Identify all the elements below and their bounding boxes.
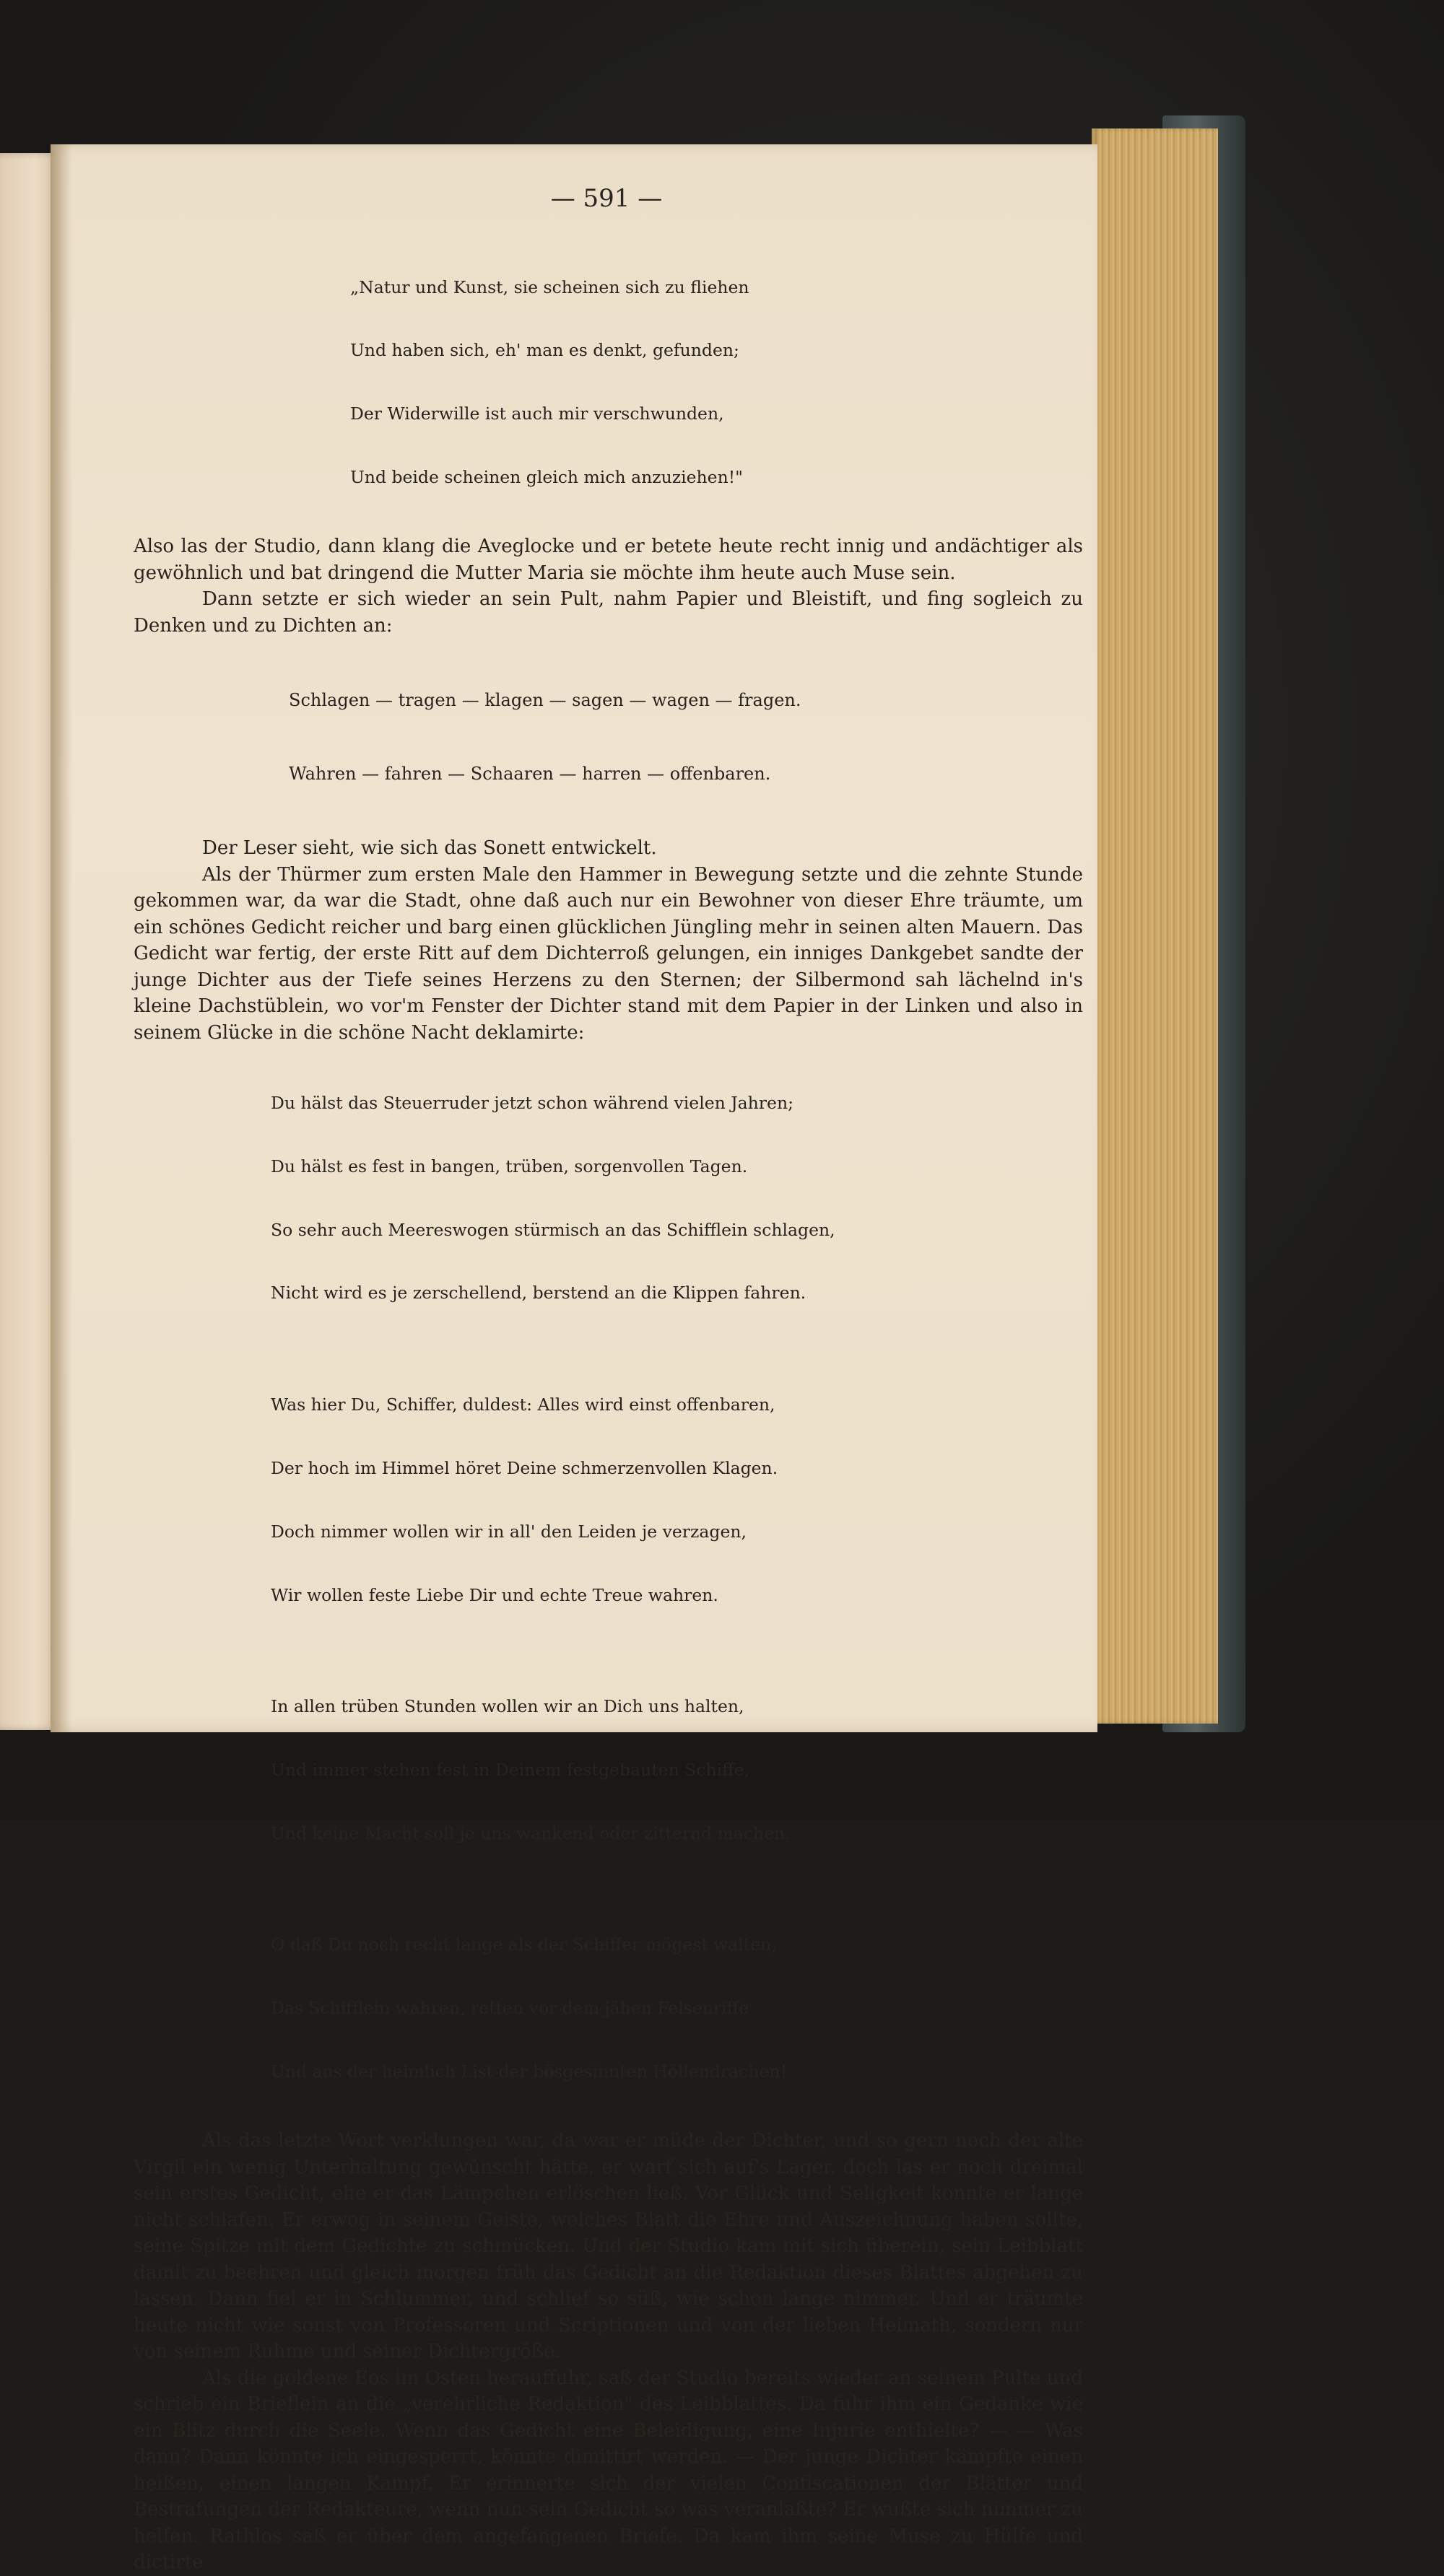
sonnet-line: Du hälst es fest in bangen, trüben, sorgenvollen Tagen. <box>271 1156 748 1176</box>
sonnet-stanza-1 <box>134 1050 1083 1346</box>
sonnet-line: Das Schifflein wahren, retten vor dem jähen Felsenriffe <box>271 1998 749 2019</box>
sonnet-line: So sehr auch Meereswogen stürmisch an das Schifflein schlagen, <box>271 1219 835 1240</box>
poem-line: „Natur und Kunst, sie scheinen sich zu fliehen <box>350 276 749 297</box>
paragraph: Als der Thürmer zum ersten Male den Hammer in Bewegung setzte und die zehnte Stunde gekommen war, da war die Stadt, ohne daß auch nur ein Bewohner von dieser Ehre träumte, um ein schönes Gedicht reicher und barg einen glücklichen Jüngling mehr in seinen alten Mauern. Das Gedicht war fertig, der erste Ritt auf dem Dichterroß gelungen, ein inniges Dankgebet sandte der junge Dichter aus der Tiefe seines Herzens zu den Sternen; der Silbermond sah lächelnd in's kleine Dachstüblein, wo vor'm Fenster der Dichter stand mit dem Papier in der Linken und also in seinem Glücke in die schöne Nacht deklamirte: <box>134 863 1083 1044</box>
page-block-edge <box>1092 128 1218 1724</box>
rhyme-list <box>134 639 1083 835</box>
sonnet-line: In allen trüben Stunden wollen wir an Dich uns halten, <box>271 1696 744 1717</box>
book-page <box>51 144 1097 2573</box>
paragraph: Als die goldene Eos im Osten herauffuhr, saß der Studio bereits wieder an seinem Pulte und schrieb ein Brieflein an die „verehrliche Redaktion" des Leibblattes. Da fuhr ihm ein Gedanke wie ein Blitz durch die Seele. Wenn das Gedicht eine Beleidigung, eine Injurie enthielte? — — Was dann? Dann könnte ich eingesperrt, könnte dimittirt werden. — Der junge Dichter kämpfte einen heißen, einen langen Kampf. Er erinnerte sich der vielen Confiscationen der Blätter und Bestrafungen der Redakteure, wenn nun sein Gedicht so was veranlaßte? Er wußte sich nimmer zu helfen. Rathlos saß er über dem angefangenen Briefe. Da kam ihm seine Muse zu Hülfe und dictirte <box>134 2367 1083 2573</box>
rhyme-line: Schlagen — tragen — klagen — sagen — wagen — fragen. <box>289 690 801 711</box>
sonnet-line: Du hälst das Steuerruder jetzt schon während vielen Jahren; <box>271 1092 793 1113</box>
rhyme-line: Wahren — fahren — Schaaren — harren — offenbaren. <box>289 764 771 785</box>
page-number: — 591 — <box>550 184 663 213</box>
sonnet-line: Was hier Du, Schiffer, duldest: Alles wird einst offenbaren, <box>271 1394 775 1415</box>
paragraph: Also las der Studio, dann klang die Aveglocke und er betete heute recht innig und andächtiger als gewöhnlich und bat dringend die Mutter Maria sie möchte ihm heute auch Muse sein. <box>134 536 1083 584</box>
sonnet-line: Der hoch im Himmel höret Deine schmerzenvollen Klagen. <box>271 1457 778 1478</box>
poem-line: Der Widerwille ist auch mir verschwunden, <box>350 403 724 424</box>
sonnet-line: Und keine Macht soll je uns wankend oder zitternd machen. <box>271 1822 791 1843</box>
sonnet-stanza-2 <box>134 1352 1083 1648</box>
intro-poem <box>134 235 1083 531</box>
page-text <box>134 235 1083 2576</box>
sonnet-line: Und aus der heimlich List der bösgesinnten Höllendrachen! <box>271 2061 787 2082</box>
sonnet-line: Und immer stehen fest in Deinem festgebauten Schiffe, <box>271 1759 750 1780</box>
sonnet-stanza-3 <box>134 1654 1083 1886</box>
sonnet-line: Nicht wird es je zerschellend, berstend an die Klippen fahren. <box>271 1283 806 1304</box>
paragraph: Als das letzte Wort verklungen war, da war er müde der Dichter, und so gern noch der alte Virgil ein wenig Unterhaltung gewünscht hätte, er warf sich auf's Lager, doch las er noch dreimal sein erstes Gedicht, ehe er das Lämpchen erlöschen ließ. Vor Glück und Seligkeit konnte er lange nicht schlafen. Er erwog in seinem Geiste, welches Blatt die Ehre und Auszeichnung haben sollte, seine Spitze mit dem Gedichte zu schmücken. Und der Studio kam mit sich überein, sein Leibblatt damit zu beehren und gleich morgen früh das Gedicht an die Redaktion dieses Blattes abgehen zu lassen. Dann fiel er in Schlummer, und schlief so süß, wie schon lange nimmer. Und er träumte heute nicht wie sonst von Professoren und Scriptionen und von der lieben Heimath, sondern nur von seinem Ruhme und seiner Dichtergröße. <box>134 2130 1083 2362</box>
page-gutter-shadow <box>51 144 72 1732</box>
sonnet-line: Doch nimmer wollen wir in all' den Leiden je verzagen, <box>271 1521 747 1542</box>
sonnet-line: O daß Du noch recht lange als der Schiffer mögest walten, <box>271 1934 777 1955</box>
sonnet-stanza-4 <box>134 1892 1083 2125</box>
sonnet-line: Wir wollen feste Liebe Dir und echte Treue wahren. <box>271 1584 718 1605</box>
poem-line: Und haben sich, eh' man es denkt, gefunden; <box>350 340 739 361</box>
paragraph: Dann setzte er sich wieder an sein Pult, nahm Papier und Bleistift, und fing sogleich zu Denken und zu Dichten an: <box>134 588 1083 637</box>
poem-line: Und beide scheinen gleich mich anzuziehen!" <box>350 467 743 488</box>
paragraph: Der Leser sieht, wie sich das Sonett entwickelt. <box>202 837 657 860</box>
facing-page-edge <box>0 153 58 1730</box>
